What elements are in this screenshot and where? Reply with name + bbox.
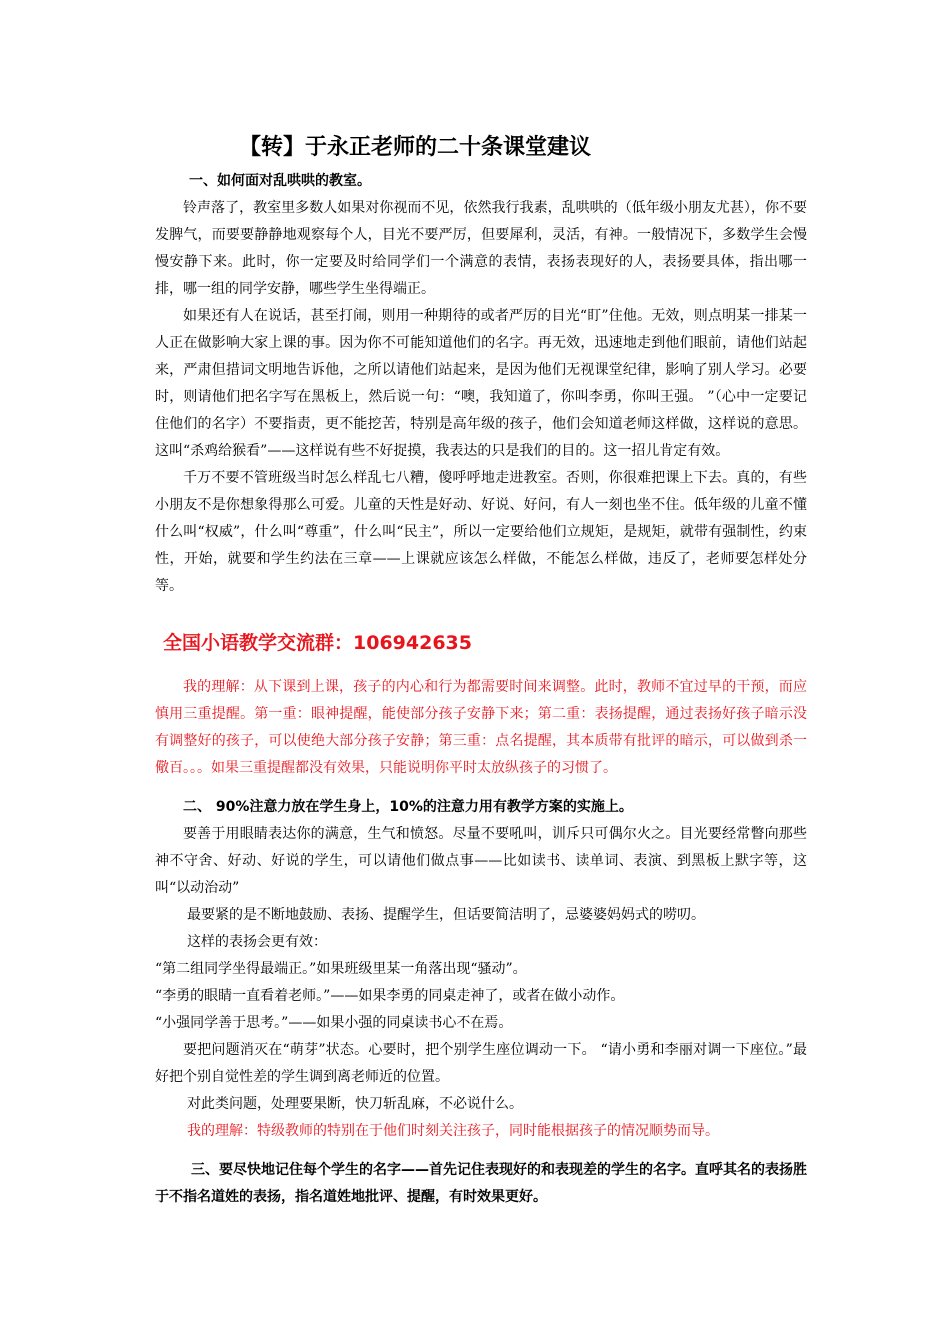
section-2-paragraph-5: 对此类问题，处理要果断，快刀斩乱麻，不必说什么。 xyxy=(187,1096,523,1112)
section-2-paragraph-4: 要把问题消灭在“萌芽”状态。心要时，把个别学生座位调动一下。 “请小勇和李丽对调一下座位。”最好把个别自觉性差的学生调到离老师近的位置。 xyxy=(155,1042,807,1085)
spacer xyxy=(155,782,807,794)
section-1-heading: 一、如何面对乱哄哄的教室。 xyxy=(189,173,371,189)
section-2-paragraph-2: 最要紧的是不断地鼓励、表扬、提醒学生，但话要简洁明了，忌婆婆妈妈式的唠叨。 xyxy=(187,907,705,923)
group-number-line: 全国小语教学交流群：106942635 xyxy=(163,632,472,654)
section-1-paragraph-3: 千万不要不管班级当时怎么样乱七八糟，傻呼呼地走进教室。否则，你很难把课上下去。真的，有些小朋友不是你想象得那么可爱。儿童的天性是好动、好说、好问，有人一刻也坐不住。低年级的儿童不懂什么叫“权威”，什么叫“尊重”，什么叫“民主”，所以一定要给他们立规矩，是规矩，就带有强制性，约束性，开始，就要和学生约法在三章——上课就应该怎么样做，不能怎么样做，违反了，老师要怎样处分等。 xyxy=(155,470,807,594)
document-page xyxy=(155,128,807,1211)
section-1-paragraph-1: 铃声落了，教室里多数人如果对你视而不见，依然我行我素，乱哄哄的（低年级小朋友尤甚），你不要发脾气，而要要静静地观察每个人，目光不要严厉，但要犀利，灵活，有神。一般情况下，多数学生会慢慢安静下来。此时，你一定要及时给同学们一个满意的表情，表扬表现好的人，表扬要具体，指出哪一排，哪一组的同学安静，哪些学生坐得端正。 xyxy=(155,200,807,297)
section-2-paragraph-3: 这样的表扬会更有效： xyxy=(187,934,327,950)
spacer xyxy=(155,660,807,674)
praise-example-1: “第二组同学坐得最端正。”如果班级里某一角落出现“骚动”。 xyxy=(155,961,527,977)
praise-example-2: “李勇的眼睛一直看着老师。”——如果李勇的同桌走神了，或者在做小动作。 xyxy=(155,988,625,1004)
spacer xyxy=(155,600,807,626)
section-2-heading: 二、 90%注意力放在学生身上，10%的注意力用有教学方案的实施上。 xyxy=(183,799,633,815)
note-understanding-1: 我的理解：从下课到上课，孩子的内心和行为都需要时间来调整。此时，教师不宜过早的干预，而应慎用三重提醒。第一重：眼神提醒，能使部分孩子安静下来；第二重：表扬提醒，通过表扬好孩子暗示没有调整好的孩子，可以使绝大部分孩子安静；第三重：点名提醒，其本质带有批评的暗示，可以做到杀一儆百。。。如果三重提醒都没有效果，只能说明你平时太放纵孩子的习惯了。 xyxy=(155,679,807,776)
section-3-heading: 三、要尽快地记住每个学生的名字——首先记住表现好的和表现差的学生的名字。直呼其名的表扬胜于不指名道姓的表扬，指名道姓地批评、提醒，有时效果更好。 xyxy=(155,1162,807,1205)
document-title: 【转】于永正老师的二十条课堂建议 xyxy=(239,135,592,160)
note-understanding-2: 我的理解：特级教师的特别在于他们时刻关注孩子，同时能根据孩子的情况顺势而导。 xyxy=(187,1123,719,1139)
section-2-paragraph-1: 要善于用眼睛表达你的满意，生气和愤怒。尽量不要吼叫，训斥只可偶尔火之。目光要经常瞥向那些神不守舍、好动、好说的学生，可以请他们做点事——比如读书、读单词、表演、到黑板上默字等，这叫“以动治动” xyxy=(155,826,807,896)
section-1-paragraph-2: 如果还有人在说话，甚至打闹，则用一种期待的或者严厉的目光“盯”住他。无效，则点明某一排某一人正在做影响大家上课的事。因为你不可能知道他们的名字。再无效，迅速地走到他们眼前，请他们站起来，严肃但措词文明地告诉他，之所以请他们站起来，是因为他们无视课堂纪律，影响了别人学习。必要时，则请他们把名字写在黑板上，然后说一句：“噢，我知道了，你叫李勇，你叫王强。 ”（心中一定要记住他们的名字）不要指责，更不能挖苦，特别是高年级的孩子，他们会知道老师这样做，这样说的意思。这叫“杀鸡给猴看”——这样说有些不好捉摸，我表达的只是我们的目的。这一招儿肯定有效。 xyxy=(155,308,807,459)
praise-example-3: “小强同学善于思考。”——如果小强的同桌读书心不在焉。 xyxy=(155,1015,513,1031)
spacer xyxy=(155,1145,807,1157)
